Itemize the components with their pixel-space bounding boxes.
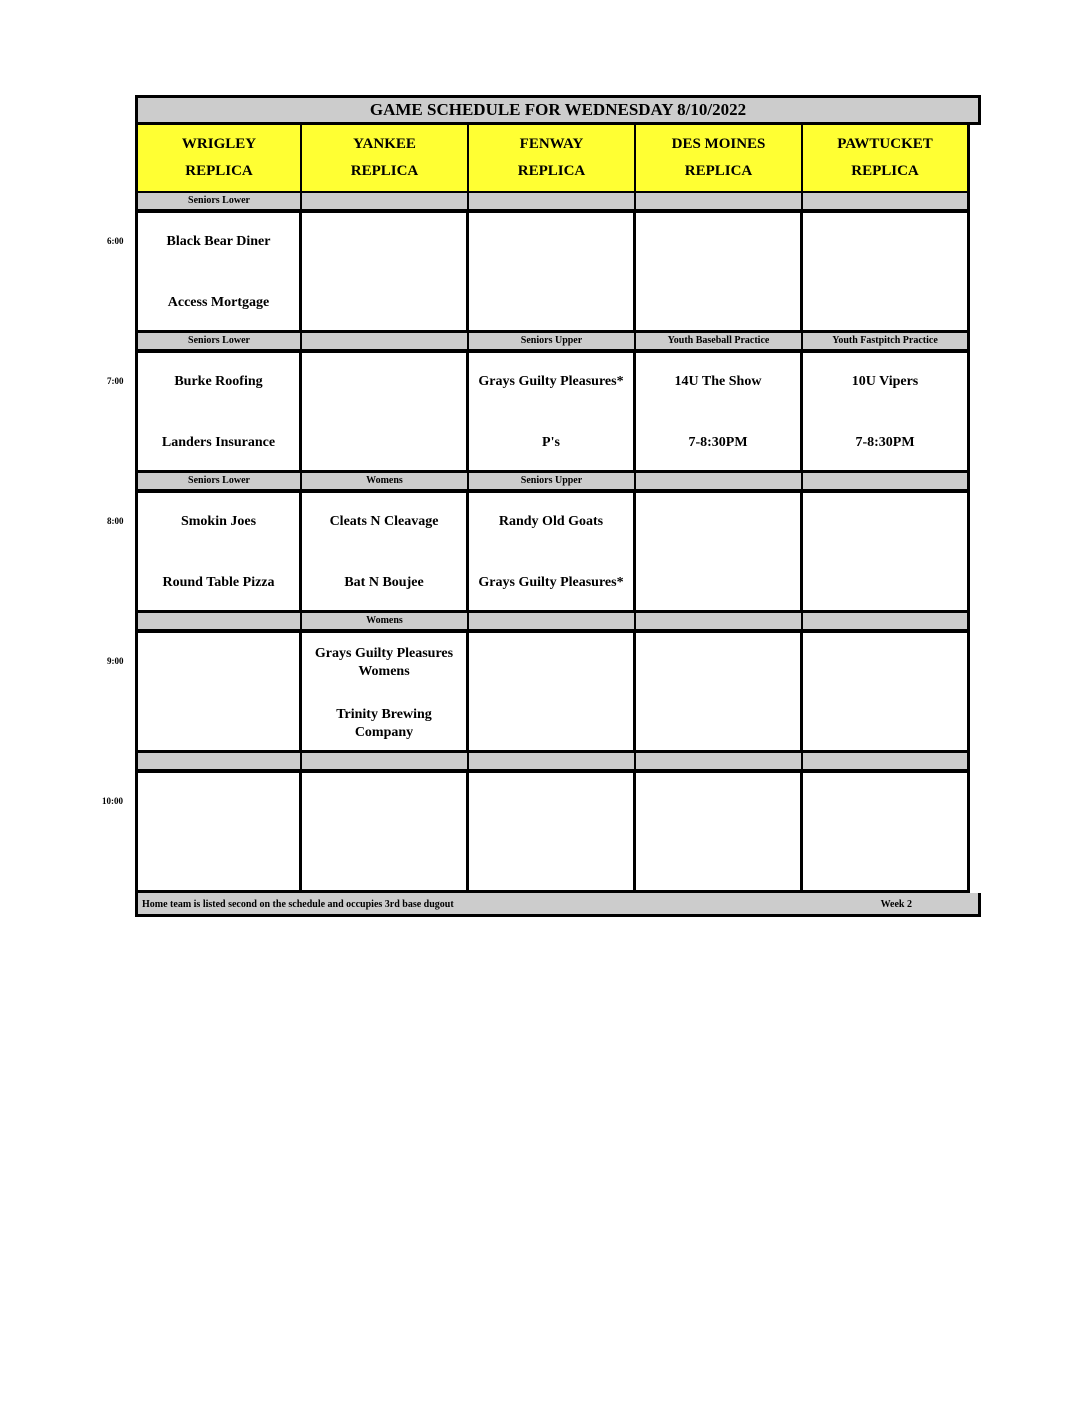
away-team (308, 233, 460, 251)
away-team (308, 373, 460, 391)
field-sub: REPLICA (684, 163, 753, 179)
division-label (302, 333, 469, 351)
home-team (475, 294, 627, 312)
division-label (803, 193, 970, 211)
slot-game-row (135, 631, 981, 753)
away-team (144, 653, 293, 671)
division-label (803, 753, 970, 771)
field-sub: REPLICA (517, 163, 586, 179)
home-team: Round Table Pizza (162, 575, 275, 590)
game-cell (302, 491, 469, 613)
division-label: Seniors Lower (135, 333, 302, 351)
home-team: Access Mortgage (167, 295, 270, 310)
field-name: DES MOINES (671, 136, 766, 152)
away-team: Burke Roofing (174, 374, 263, 389)
home-team (144, 854, 293, 872)
division-label: Seniors Upper (469, 473, 636, 491)
division-label (302, 193, 469, 211)
slot-label-row (135, 753, 981, 771)
division-label (803, 473, 970, 491)
away-team: Cleats N Cleavage (329, 514, 439, 529)
schedule-title: GAME SCHEDULE FOR WEDNESDAY 8/10/2022 (135, 95, 981, 125)
home-team (809, 574, 961, 592)
away-team (642, 513, 794, 531)
game-cell (803, 771, 970, 893)
game-cell (636, 351, 803, 473)
footer-note: Home team is listed second on the schedule and occupies 3rd base dugout (142, 899, 454, 910)
game-cell (469, 631, 636, 753)
away-team (308, 793, 460, 811)
game-cell (469, 771, 636, 893)
home-team (308, 294, 460, 312)
game-cell (636, 211, 803, 333)
slot-game-row (135, 491, 981, 613)
home-team (144, 714, 293, 732)
division-label (469, 613, 636, 631)
home-team (642, 574, 794, 592)
division-label: Seniors Lower (135, 473, 302, 491)
home-team: P's (542, 435, 560, 450)
division-label (803, 613, 970, 631)
game-cell (135, 631, 302, 753)
home-team (642, 854, 794, 872)
home-team (642, 714, 794, 732)
time-label-6: 6:00 (107, 236, 124, 246)
away-team: Black Bear Diner (166, 234, 271, 249)
field-header-fenway (469, 125, 636, 193)
game-cell (469, 211, 636, 333)
game-cell (636, 491, 803, 613)
home-team (308, 854, 460, 872)
game-cell (803, 211, 970, 333)
field-header-pawtucket (803, 125, 970, 193)
game-cell (636, 631, 803, 753)
time-slots (135, 193, 981, 893)
footer-week: Week 2 (880, 899, 912, 910)
field-sub: REPLICA (350, 163, 419, 179)
away-team (809, 233, 961, 251)
division-label: Womens (302, 473, 469, 491)
home-team: Landers Insurance (161, 435, 276, 450)
home-team: Bat N Boujee (344, 575, 424, 590)
field-header-wrigley (135, 125, 302, 193)
game-cell (803, 631, 970, 753)
away-team: Randy Old Goats (498, 514, 604, 529)
home-team (308, 434, 460, 452)
slot-label-row (135, 333, 981, 351)
home-team (809, 294, 961, 312)
field-header-yankee (302, 125, 469, 193)
away-team (809, 653, 961, 671)
away-team (642, 653, 794, 671)
away-team: Smokin Joes (180, 514, 257, 529)
home-team: Trinity Brewing Company (336, 707, 432, 740)
schedule-footer (135, 893, 981, 917)
away-team: Grays Guilty Pleasures* (478, 374, 624, 389)
away-team (642, 233, 794, 251)
game-cell (135, 491, 302, 613)
field-name: FENWAY (519, 136, 584, 152)
field-name: WRIGLEY (181, 136, 257, 152)
game-cell (135, 771, 302, 893)
slot-label-row (135, 473, 981, 491)
away-team: Grays Guilty Pleasures Womens (314, 646, 454, 679)
slot-game-row (135, 351, 981, 473)
slot-game-row (135, 771, 981, 893)
game-cell (302, 351, 469, 473)
away-team (809, 793, 961, 811)
division-label (469, 193, 636, 211)
time-label-9: 9:00 (107, 656, 124, 666)
field-header-row (135, 125, 981, 193)
home-team (642, 294, 794, 312)
field-header-des-moines (636, 125, 803, 193)
game-cell (469, 491, 636, 613)
game-cell (636, 771, 803, 893)
field-sub: REPLICA (185, 163, 253, 179)
division-label (636, 473, 803, 491)
game-cell (135, 351, 302, 473)
away-team (475, 233, 627, 251)
away-team (475, 653, 627, 671)
away-team (144, 793, 293, 811)
division-label: Youth Fastpitch Practice (803, 333, 970, 351)
home-team: Grays Guilty Pleasures* (478, 575, 624, 590)
game-cell (302, 771, 469, 893)
field-name: YANKEE (353, 136, 416, 152)
schedule-sheet (135, 95, 981, 917)
division-label: Youth Baseball Practice (636, 333, 803, 351)
home-team (809, 854, 961, 872)
division-label (135, 753, 302, 771)
home-team: 7-8:30PM (855, 435, 915, 450)
game-cell (803, 491, 970, 613)
game-cell (302, 631, 469, 753)
home-team (475, 854, 627, 872)
field-sub: REPLICA (851, 163, 919, 179)
division-label (135, 613, 302, 631)
game-cell (135, 211, 302, 333)
division-label: Seniors Upper (469, 333, 636, 351)
game-cell (803, 351, 970, 473)
home-team: 7-8:30PM (688, 435, 748, 450)
time-label-10: 10:00 (102, 796, 123, 806)
division-label: Womens (302, 613, 469, 631)
away-team (642, 793, 794, 811)
slot-label-row (135, 613, 981, 631)
division-label: Seniors Lower (135, 193, 302, 211)
division-label (469, 753, 636, 771)
away-team (809, 513, 961, 531)
field-name: PAWTUCKET (837, 136, 933, 152)
game-cell (302, 211, 469, 333)
time-label-7: 7:00 (107, 376, 124, 386)
away-team: 14U The Show (674, 374, 762, 389)
away-team: 10U Vipers (851, 374, 919, 389)
home-team (809, 714, 961, 732)
slot-game-row (135, 211, 981, 333)
time-label-8: 8:00 (107, 516, 124, 526)
division-label (302, 753, 469, 771)
away-team (475, 793, 627, 811)
division-label (636, 613, 803, 631)
slot-label-row (135, 193, 981, 211)
division-label (636, 753, 803, 771)
game-cell (469, 351, 636, 473)
division-label (636, 193, 803, 211)
home-team (475, 714, 627, 732)
